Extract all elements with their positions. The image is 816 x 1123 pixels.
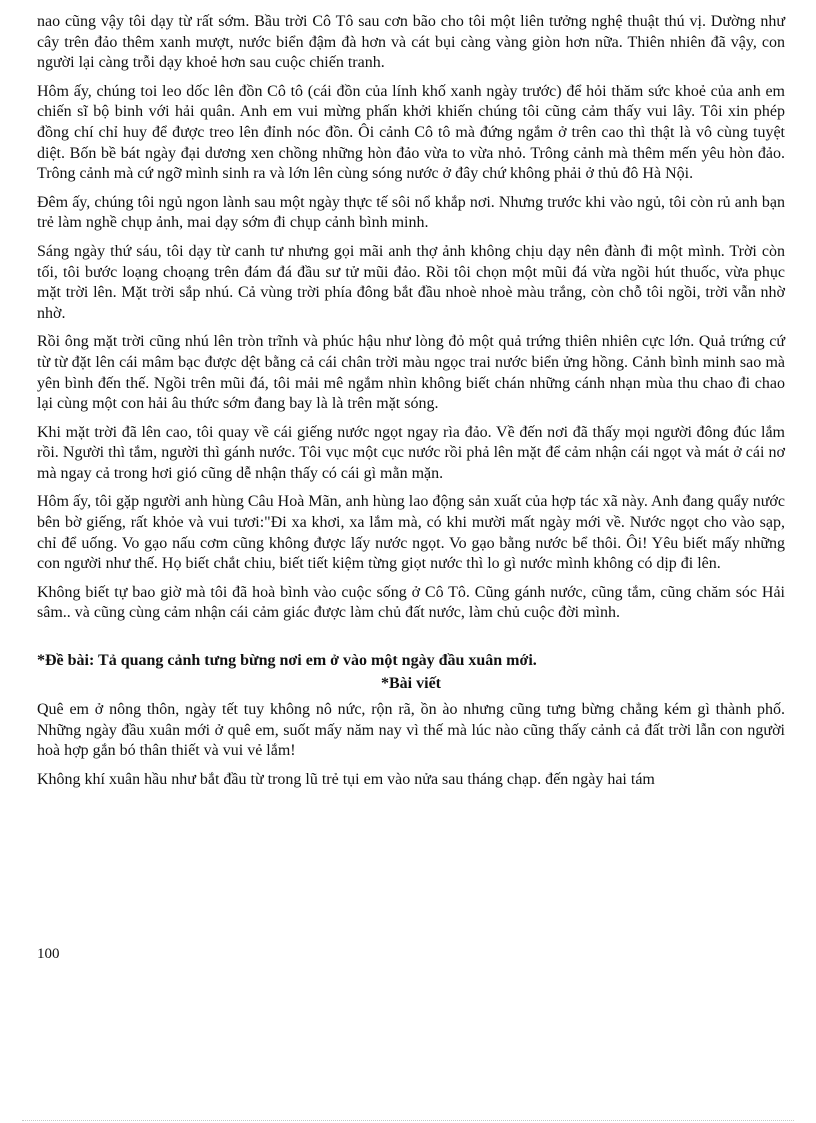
paragraph-6: Khi mặt trời đã lên cao, tôi quay về cái giếng nước ngọt ngay rìa đảo. Về đến nơi đã thấy mọi người đông đúc lắm rồi. Người thì tắm, người thì gánh nước. Tôi vục một cục nước rồi phả lên mặt để cảm nhận cái ngọt và mát ở cái nơ mà ngay cả trong hơi gió cũng dễ nhận thấy có cái gì mằn mặn. bbox=[37, 423, 785, 482]
paragraph-2: Hôm ấy, chúng toi leo dốc lên đồn Cô tô (cái đồn của lính khố xanh ngày trước) để hỏi thăm sức khoẻ của anh em chiến sĩ bộ binh với hải quân. Anh em vui mừng phấn khởi khiến chúng tôi cũng cảm thấy vui lây. Tôi xin phép đồng chí chỉ huy để được treo lên đỉnh nóc đồn. Ôi cảnh Cô tô mà đứng ngắm ở trên cao thì thật là vô cùng tuyệt diệt. Bốn bề bát ngày đại dương xen chồng những hòn đảo vừa to vừa nhỏ. Trông cảnh mà thêm mến yêu hòn đảo. Trông cảnh mà cứ ngỡ mình sinh ra và lớn lên cùng sóng nước ở đây chứ không phải ở thủ đô Hà Nội. bbox=[37, 82, 785, 183]
page-number: 100 bbox=[37, 946, 60, 962]
essay-paragraph-2: Không khí xuân hầu như bắt đầu từ trong lũ trẻ tụi em vào nửa sau tháng chạp. đến ngày hai tám bbox=[37, 771, 655, 788]
paragraph-1: nao cũng vậy tôi dạy từ rất sớm. Bầu trời Cô Tô sau cơn bão cho tôi một liên tưởng nghệ thuật thú vị. Dường như cây trên đảo thêm xanh mượt, nước biển đậm đà hơn và cát bụi càng vàng giòn hơn nữa. Thiên nhiên đã vậy, con người lại càng trỗi dạy khoẻ hơn sau cuộc chiến tranh. bbox=[37, 13, 785, 72]
essay-heading: *Bài viết bbox=[381, 674, 441, 692]
section-gap bbox=[37, 624, 785, 651]
story-section bbox=[37, 12, 785, 624]
paragraph-3: Đêm ấy, chúng tôi ngủ ngon lành sau một ngày thực tế sôi nổ khắp nơi. Nhưng trước khi vào ngủ, tôi còn rủ anh bạn trẻ làm nghề chụp ảnh, mai dạy sớm đi chụp cảnh bình minh. bbox=[37, 193, 785, 232]
paragraph-8: Không biết tự bao giờ mà tôi đã hoà bình vào cuộc sống ở Cô Tô. Cũng gánh nước, cũng tắm, cũng chăm sóc Hải sâm.. và cũng cùng cảm nhận cái cảm giác được làm chủ đất nước, làm chủ cuộc đời mình. bbox=[37, 583, 785, 622]
paragraph-5: Rồi ông mặt trời cũng nhú lên tròn trĩnh và phúc hậu như lòng đỏ một quả trứng thiên nhiên cực lớn. Quả trứng cứ từ từ đặt lên cái mâm bạc được dệt bằng cả cái chân trời màu ngọc trai nước biển ửng hồng. Cảnh bình minh sao mà yên bình đến thế. Ngồi trên mũi đá, tôi mải mê ngắm nhìn không biết chán những cánh nhạn mùa thu chao đi chao lại cùng một con hải âu thức sớm đang bay là là trên mặt sóng. bbox=[37, 333, 785, 413]
footer-divider bbox=[22, 1120, 794, 1121]
paragraph-4: Sáng ngày thứ sáu, tôi dạy từ canh tư nhưng gọi mãi anh thợ ảnh không chịu dạy nên đành đi một mình. Trời còn tối, tôi bước loạng choạng trên đám đá đầu sư tử mũi đảo. Rồi tôi chọn một mũi đá vừa ngồi hút thuốc, vừa phục mặt trời lên. Mặt trời sắp nhú. Cả vùng trời phía đông bắt đầu nhoè nhoè màu trắng, còn chỗ tôi ngồi, trời vẫn nhờ nhờ. bbox=[37, 242, 785, 322]
essay-paragraph-1: Quê em ở nông thôn, ngày tết tuy không nô nức, rộn rã, ồn ào nhưng cũng tưng bừng chẳng kém gì thành phố. Những ngày đầu xuân mới ở quê em, suốt mấy năm nay vì thế mà lúc nào cũng thấy cảnh cả đất trời lẫn con người hoà hợp gắn bó thân thiết và vui vẻ lắm! bbox=[37, 701, 785, 760]
document-page bbox=[37, 12, 785, 791]
paragraph-7: Hôm ấy, tôi gặp người anh hùng Câu Hoà Mãn, anh hùng lao động sản xuất của hợp tác xã này. Anh đang quẩy nước bên bờ giếng, rất khỏe và vui tươi:"Đi xa khơi, xa lắm mà, có khi mười mất ngày mới về. Nước ngọt cho vào sạp, chỉ để uống. Vo gạo nấu cơm cũng không được lấy nước ngọt. Vo gạo bằng nước bể thôi. Ôi! Yêu biết mấy những con người như thế. Họ biết chắt chiu, biết tiết kiệm từng giọt nước thì lo gì nước mình không có dịp đi lên. bbox=[37, 493, 785, 573]
essay-section bbox=[37, 700, 785, 790]
task-heading: *Đề bài: Tả quang cảnh tưng bừng nơi em ở vào một ngày đầu xuân mới. bbox=[37, 652, 537, 670]
